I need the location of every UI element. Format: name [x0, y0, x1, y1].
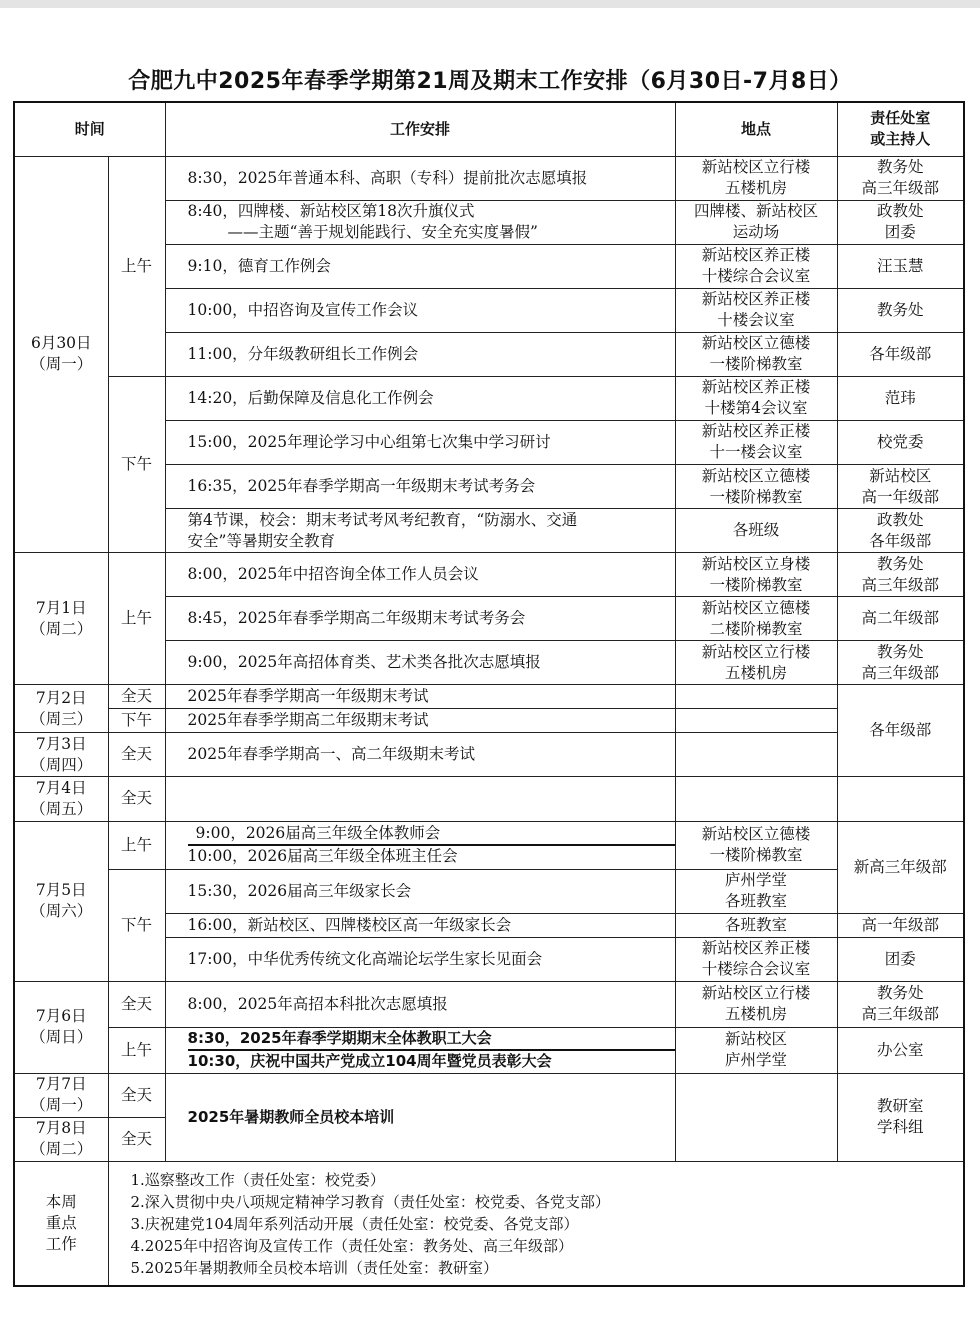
- work-cell: 11:00，分年级教研组长工作例会: [165, 332, 675, 376]
- place-cell: [675, 733, 837, 777]
- place-cell: [675, 1073, 837, 1161]
- date-cell: 7月6日 （周日）: [14, 981, 108, 1073]
- table-row: [14, 869, 964, 913]
- date-cell: 6月30日 （周一）: [14, 156, 108, 553]
- work-cell: 9:10，德育工作例会: [165, 244, 675, 288]
- work-cell: 8:30，2025年春季学期期末全体教职工大会 10:30，庆祝中国共产党成立104周年暨党员表彰大会: [165, 1027, 675, 1073]
- weekly-focus-label: 本周 重点 工作: [14, 1162, 108, 1287]
- owner-cell: 汪玉慧: [837, 244, 964, 288]
- place-cell: 新站校区立身楼 一楼阶梯教室: [675, 553, 837, 597]
- place-cell: 新站校区 庐州学堂: [675, 1027, 837, 1073]
- owner-cell: 高二年级部: [837, 597, 964, 641]
- header-time: 时间: [14, 102, 165, 156]
- place-cell: 新站校区立行楼 五楼机房: [675, 156, 837, 200]
- work-cell: 16:35，2025年春季学期高一年级期末考试考务会: [165, 465, 675, 509]
- owner-cell: 校党委: [837, 420, 964, 464]
- list-item: 4.2025年中招咨询及宣传工作（责任处室：教务处、高三年级部）: [130, 1236, 573, 1255]
- work-cell: 8:00，2025年中招咨询全体工作人员会议: [165, 553, 675, 597]
- date-cell: 7月7日 （周一）: [14, 1073, 108, 1117]
- table-row: [14, 709, 964, 733]
- table-row: [14, 821, 964, 869]
- work-cell: [165, 777, 675, 821]
- owner-cell: 教务处 高三年级部: [837, 641, 964, 685]
- owner-cell: 办公室: [837, 1027, 964, 1073]
- owner-cell: 各年级部: [837, 332, 964, 376]
- place-cell: 新站校区养正楼 十一楼会议室: [675, 420, 837, 464]
- header-work: 工作安排: [165, 102, 675, 156]
- work-cell: 14:20，后勤保障及信息化工作例会: [165, 376, 675, 420]
- page-title: 合肥九中2025年春季学期第21周及期末工作安排（6月30日-7月8日）: [128, 69, 852, 94]
- place-cell: [675, 685, 837, 709]
- period-cell: 全天: [108, 1073, 165, 1117]
- work-cell: 10:00，中招咨询及宣传工作会议: [165, 288, 675, 332]
- place-cell: 庐州学堂 各班教室: [675, 869, 837, 913]
- work-cell: 8:00，2025年高招本科批次志愿填报: [165, 981, 675, 1027]
- date-cell: 7月4日 （周五）: [14, 777, 108, 821]
- table-row: [14, 1027, 964, 1073]
- place-cell: [675, 777, 837, 821]
- work-cell: 8:45，2025年春季学期高二年级期末考试考务会: [165, 597, 675, 641]
- period-cell: 下午: [108, 869, 165, 981]
- period-cell: 上午: [108, 553, 165, 685]
- work-cell: 8:40，四牌楼、新站校区第18次升旗仪式 ——主题“善于规划能践行、安全充实度暑假”: [165, 200, 675, 244]
- work-cell: 2025年春季学期高一、高二年级期末考试: [165, 733, 675, 777]
- period-cell: 全天: [108, 1117, 165, 1161]
- work-cell: 9:00，2026届高三年级全体教师会 10:00，2026届高三年级全体班主任会: [165, 821, 675, 869]
- table-row: [14, 1073, 964, 1117]
- owner-cell: 教研室 学科组: [837, 1073, 964, 1161]
- place-cell: 四牌楼、新站校区 运动场: [675, 200, 837, 244]
- table-row: [14, 733, 964, 777]
- place-cell: 各班教室: [675, 913, 837, 937]
- table-row: [14, 553, 964, 597]
- place-cell: 新站校区立德楼 一楼阶梯教室: [675, 465, 837, 509]
- owner-cell: 教务处 高三年级部: [837, 156, 964, 200]
- period-cell: 全天: [108, 685, 165, 709]
- owner-cell: 范玮: [837, 376, 964, 420]
- work-cell: 16:00，新站校区、四牌楼校区高一年级家长会: [165, 913, 675, 937]
- owner-cell: 新站校区 高一年级部: [837, 465, 964, 509]
- date-cell: 7月2日 （周三）: [14, 685, 108, 733]
- place-cell: 新站校区立行楼 五楼机房: [675, 981, 837, 1027]
- work-cell: 9:00，2025年高招体育类、艺术类各批次志愿填报: [165, 641, 675, 685]
- table-row: [14, 685, 964, 709]
- list-item: 3.庆祝建党104周年系列活动开展（责任处室：校党委、各党支部）: [130, 1214, 579, 1233]
- work-cell: 2025年春季学期高二年级期末考试: [165, 709, 675, 733]
- place-cell: 新站校区养正楼 十楼第4会议室: [675, 376, 837, 420]
- place-cell: 新站校区立德楼 二楼阶梯教室: [675, 597, 837, 641]
- owner-cell: 教务处: [837, 288, 964, 332]
- table-row: [14, 156, 964, 200]
- list-item: 1.巡察整改工作（责任处室：校党委）: [130, 1170, 385, 1189]
- table-row: [14, 376, 964, 420]
- owner-cell: 各年级部: [837, 685, 964, 777]
- period-cell: 下午: [108, 709, 165, 733]
- place-cell: 新站校区养正楼 十楼综合会议室: [675, 244, 837, 288]
- header-owner: 责任处室 或主持人: [837, 102, 964, 156]
- date-cell: 7月5日 （周六）: [14, 821, 108, 981]
- list-item: 2.深入贯彻中央八项规定精神学习教育（责任处室：校党委、各党支部）: [130, 1192, 610, 1211]
- owner-cell: 政教处 团委: [837, 200, 964, 244]
- table-row: [14, 981, 964, 1027]
- owner-cell: [837, 777, 964, 821]
- place-cell: 新站校区立行楼 五楼机房: [675, 641, 837, 685]
- work-cell: 第4节课，校会：期末考试考风考纪教育，“防溺水、交通 安全”等暑期安全教育: [165, 509, 675, 553]
- owner-cell: 教务处 高三年级部: [837, 553, 964, 597]
- place-cell: 新站校区立德楼 一楼阶梯教室: [675, 821, 837, 869]
- header-place: 地点: [675, 102, 837, 156]
- place-cell: 新站校区养正楼 十楼会议室: [675, 288, 837, 332]
- work-cell: 15:30，2026届高三年级家长会: [165, 869, 675, 913]
- weekly-focus-row: [14, 1162, 964, 1287]
- period-cell: 全天: [108, 981, 165, 1027]
- top-bar: [0, 0, 980, 8]
- owner-cell: 教务处 高三年级部: [837, 981, 964, 1027]
- header-row: [14, 102, 964, 156]
- table-row: [14, 777, 964, 821]
- work-cell: 15:00，2025年理论学习中心组第七次集中学习研讨: [165, 420, 675, 464]
- owner-cell: 高一年级部: [837, 913, 964, 937]
- weekly-focus-list: [108, 1162, 964, 1287]
- date-cell: 7月1日 （周二）: [14, 553, 108, 685]
- work-cell: 17:00，中华优秀传统文化高端论坛学生家长见面会: [165, 937, 675, 981]
- place-cell: 新站校区立德楼 一楼阶梯教室: [675, 332, 837, 376]
- owner-cell: 政教处 各年级部: [837, 509, 964, 553]
- work-cell: 2025年春季学期高一年级期末考试: [165, 685, 675, 709]
- place-cell: 新站校区养正楼 十楼综合会议室: [675, 937, 837, 981]
- place-cell: 各班级: [675, 509, 837, 553]
- place-cell: [675, 709, 837, 733]
- period-cell: 全天: [108, 733, 165, 777]
- period-cell: 上午: [108, 821, 165, 869]
- date-cell: 7月8日 （周二）: [14, 1117, 108, 1161]
- schedule-table: [13, 101, 965, 1287]
- owner-cell: 团委: [837, 937, 964, 981]
- list-item: 5.2025年暑期教师全员校本培训（责任处室：教研室）: [130, 1258, 498, 1277]
- work-cell: 8:30，2025年普通本科、高职（专科）提前批次志愿填报: [165, 156, 675, 200]
- owner-cell: 新高三年级部: [837, 821, 964, 913]
- period-cell: 全天: [108, 777, 165, 821]
- work-cell: 2025年暑期教师全员校本培训: [165, 1073, 675, 1161]
- period-cell: 上午: [108, 1027, 165, 1073]
- period-cell: 上午: [108, 156, 165, 376]
- date-cell: 7月3日 （周四）: [14, 733, 108, 777]
- period-cell: 下午: [108, 376, 165, 552]
